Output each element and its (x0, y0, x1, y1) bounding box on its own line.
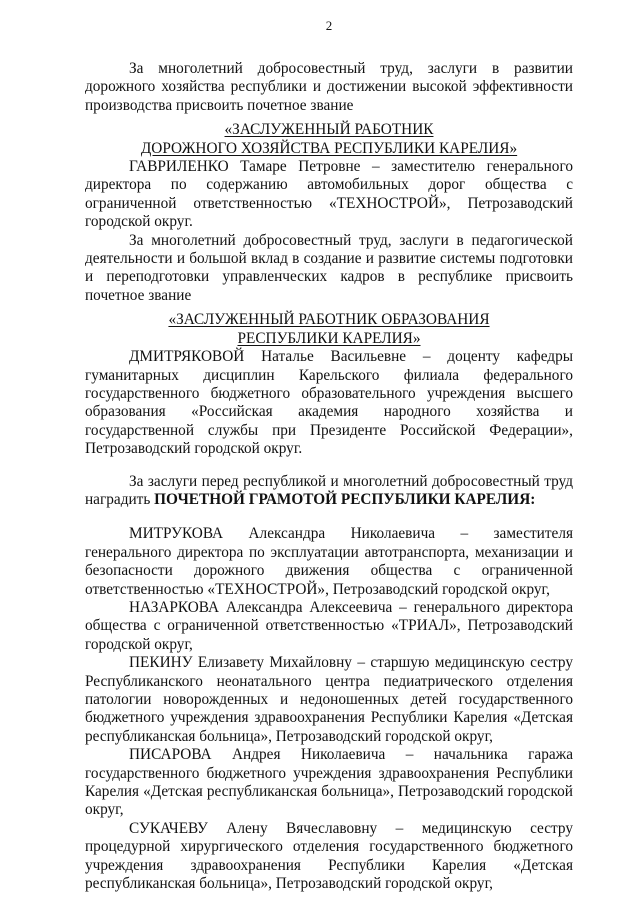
recipient-list (85, 525, 573, 893)
honorary-title-education-line-1: «ЗАСЛУЖЕННЫЙ РАБОТНИК ОБРАЗОВАНИЯ (168, 311, 490, 329)
decree-intro-certificate-text: За заслуги перед республикой и многолетний добросовестный труд наградить (85, 472, 573, 508)
page-number: 2 (325, 18, 333, 33)
award-recipient-gavrilenko: ГАВРИЛЕНКО Тамаре Петровне – заместителю генерального директора по содержанию автомобильных дорог общества с ограниченной ответственностью «ТЕХНОСТРОЙ», Петрозаводский городской округ. (85, 158, 573, 231)
list-item: МИТРУКОВА Александра Николаевича – заместителя генерального директора по эксплуатации автотранспорта, механизации и безопасности дорожного движения общества с ограниченной ответственностью «ТЕХНОСТРОЙ», Петрозаводский городской округ, (85, 525, 573, 598)
list-item: ПИСАРОВА Андрея Николаевича – начальника гаража государственного бюджетного учреждения здравоохранения Республики Карелия «Детская республиканская больница», Петрозаводский городской округ, (85, 746, 573, 819)
honorary-title-education (85, 311, 573, 348)
decree-intro-road: За многолетний добросовестный труд, заслуги в развитии дорожного хозяйства республики и достижении высокой эффективности производства присвоить почетное звание (85, 60, 573, 114)
honorary-title-road-line-2: ДОРОЖНОГО ХОЗЯЙСТВА РЕСПУБЛИКИ КАРЕЛИЯ» (140, 139, 518, 157)
award-recipient-dmitryakova: ДМИТРЯКОВОЙ Наталье Васильевне – доценту кафедры гуманитарных дисциплин Карельского филиала федерального государственного бюджетного образовательного учреждения высшего образования «Российская академия народного хозяйства и государственной службы при Президенте Российской Федерации», Петрозаводский городской округ. (85, 348, 573, 458)
list-item: НАЗАРКОВА Александра Алексеевича – генерального директора общества с ограниченной ответственностью «ТРИАЛ», Петрозаводский городской округ, (85, 598, 573, 653)
decree-intro-education: За многолетний добросовестный труд, заслуги в педагогической деятельности и большой вклад в создание и развитие системы подготовки и переподготовки управленческих кадров в республике присвоить почетное звание (85, 231, 573, 304)
list-item: СУКАЧЕВУ Алену Вячеславовну – медицинскую сестру процедурной хирургического отделения государственного бюджетного учреждения здравоохранения Республики Карелия «Детская республиканская больница», Петрозаводский городской округ, (85, 819, 573, 893)
honorary-title-road-line-1: «ЗАСЛУЖЕННЫЙ РАБОТНИК (224, 121, 434, 139)
honorary-title-road (85, 121, 573, 158)
decree-intro-certificate (85, 473, 573, 510)
certificate-title: ПОЧЕТНОЙ ГРАМОТОЙ РЕСПУБЛИКИ КАРЕЛИЯ: (154, 490, 536, 508)
honorary-title-education-line-2: РЕСПУБЛИКИ КАРЕЛИЯ» (237, 329, 421, 347)
list-item: ПЕКИНУ Елизавету Михайловну – старшую медицинскую сестру Республиканского неонатального центра педиатрического отделения патологии новорожденных и недоношенных детей государственного бюджетного учреждения здравоохранения Республики Карелия «Детская республиканская больница», Петрозаводский городской округ, (85, 654, 573, 745)
document-page (85, 18, 573, 893)
